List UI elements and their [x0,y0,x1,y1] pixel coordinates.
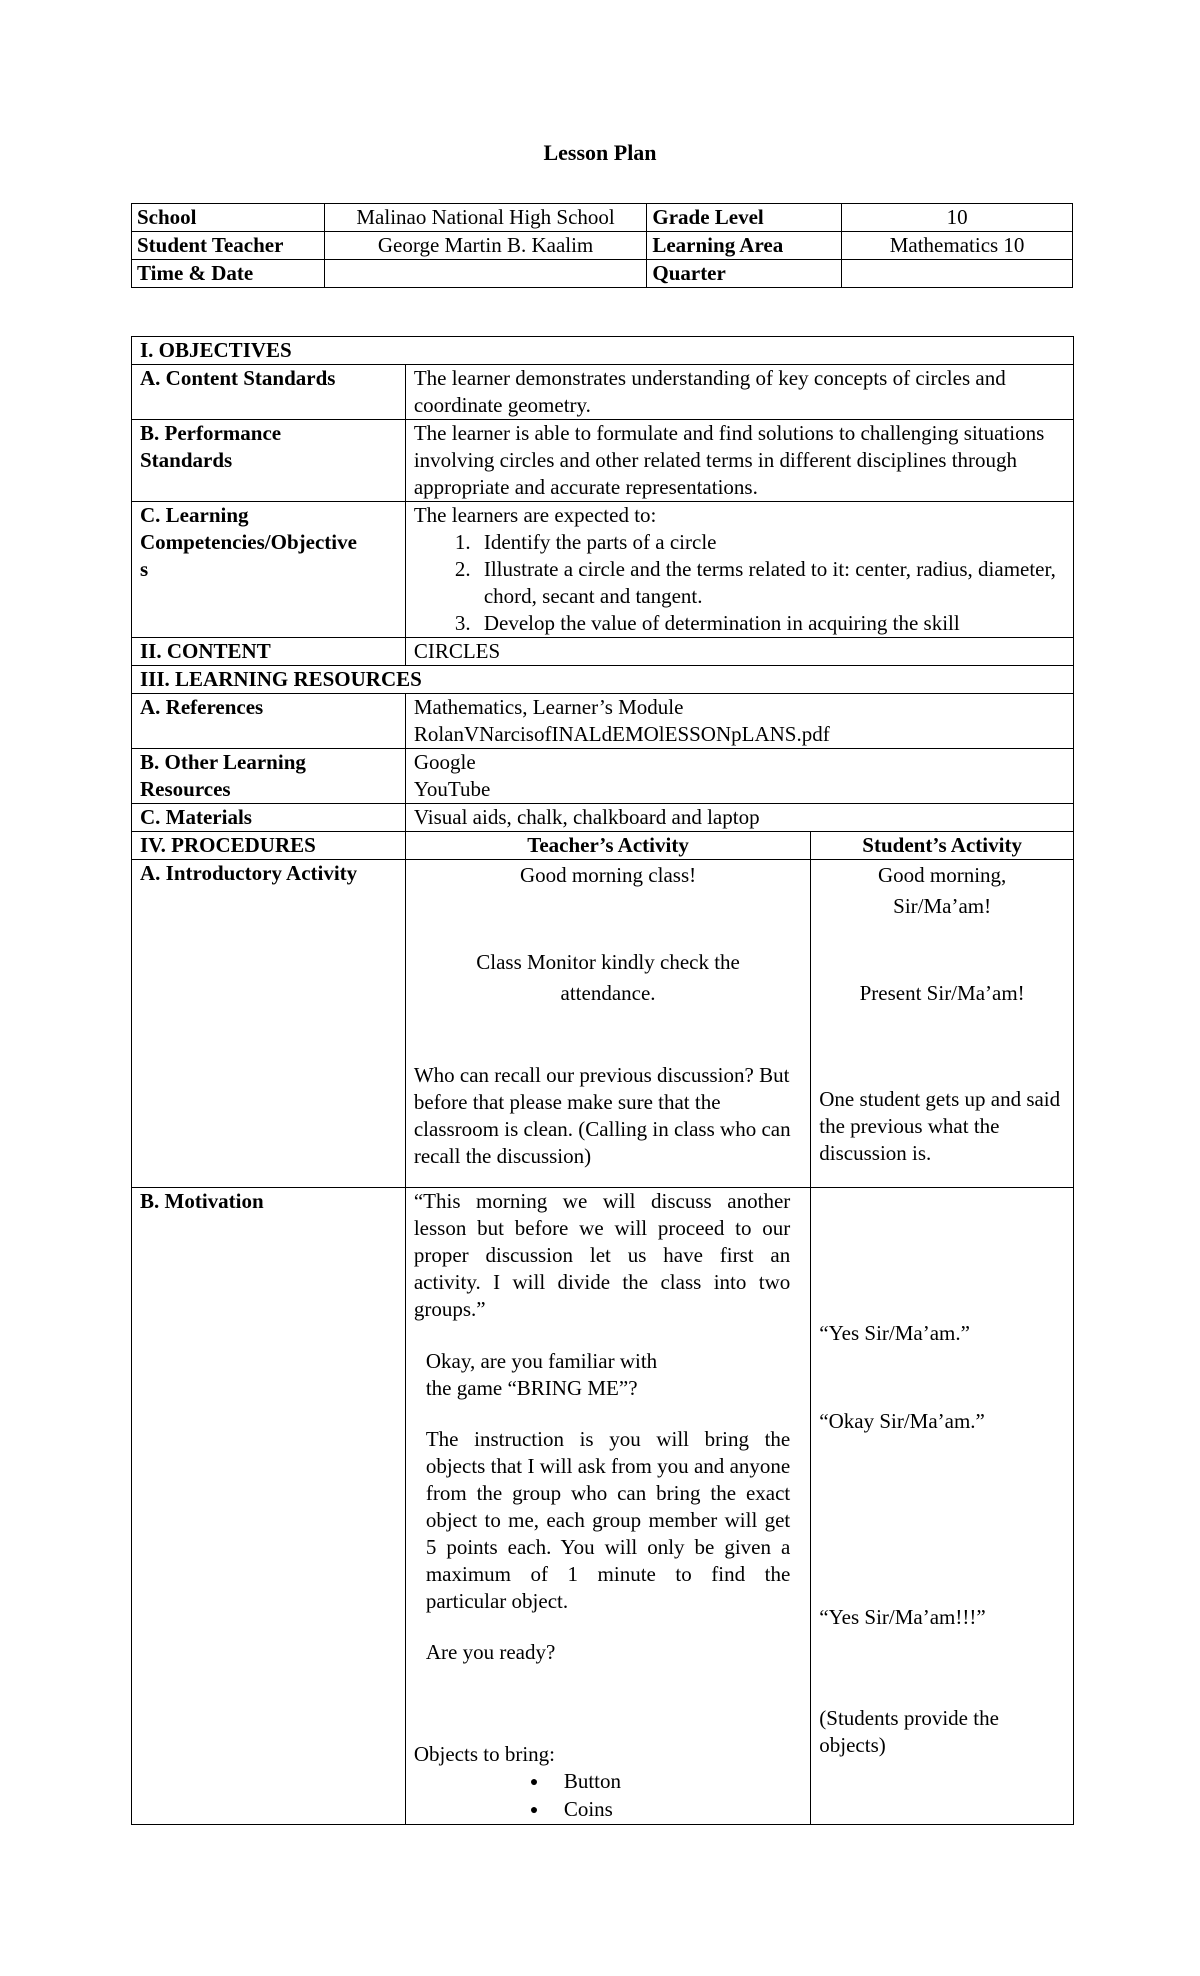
grade-label: Grade Level [647,204,842,232]
other-label-line2: Resources [140,777,231,801]
motivation-label: B. Motivation [132,1188,406,1825]
motivation-ready: Are you ready? [425,1640,556,1664]
intro-student-cell [811,860,1074,1188]
motivation-student-ready: “Yes Sir/Ma’am!!!” [819,1605,986,1629]
procedures-heading: IV. PROCEDURES [132,832,406,860]
intro-teacher-attendance: Class Monitor kindly check the attendance. [476,950,740,1005]
other-resource-google: Google [413,750,476,774]
competencies-intro: The learners are expected to: [413,503,657,527]
references-label: A. References [132,694,406,749]
motivation-instruction: The instruction is you will bring the objects that I will ask from you and anyone from the group who can bring the exact object to me, each group member will get 5 points each. You will only be given a maximum of 1 minute to find the particular object. [425,1427,791,1613]
time-value [324,260,647,288]
intro-teacher-recall: Who can recall our previous discussion? But before that please make sure that the classroom is clean. (Calling in class who can recall the discussion) [413,1063,791,1168]
teacher-label: Student Teacher [132,232,325,260]
list-item: ● Coins [564,1796,802,1824]
other-resource-youtube: YouTube [413,777,491,801]
resources-heading: III. LEARNING RESOURCES [132,666,1074,694]
competencies-row [132,502,1074,638]
quarter-value [842,260,1073,288]
competencies-label-line2: Competencies/Objective [140,530,357,554]
materials-label: C. Materials [132,804,406,832]
motivation-student-cell [811,1188,1074,1825]
page-title: Lesson Plan [543,140,657,165]
introductory-activity-label: A. Introductory Activity [132,860,406,1188]
references-row [132,694,1074,749]
other-resources-text [405,749,1073,804]
references-line2: RolanVNarcisofINALdEMOlESSONpLANS.pdf [413,722,830,746]
content-standards-row [132,365,1074,420]
school-value: Malinao National High School [324,204,647,232]
lesson-table [131,336,1074,1825]
area-value: Mathematics 10 [842,232,1073,260]
info-table [131,203,1073,288]
objects-list [414,1768,802,1824]
teacher-activity-header: Teacher’s Activity [405,832,810,860]
other-resources-row [132,749,1074,804]
other-label-line1: B. Other Learning [140,750,306,774]
student-activity-header: Student’s Activity [811,832,1074,860]
list-item: ● Button [564,1768,802,1796]
motivation-intro: “This morning we will discuss another lesson but before we will proceed to our proper discussion let us have first an activity. I will divide the class into two groups.” [413,1189,791,1321]
quarter-label: Quarter [647,260,842,288]
list-item: 2. Illustrate a circle and the terms related to it: center, radius, diameter, chord, secant and tangent. [476,556,1065,610]
school-label: School [132,204,325,232]
motivation-teacher-cell [405,1188,810,1825]
references-line1: Mathematics, Learner’s Module [413,695,684,719]
materials-value: Visual aids, chalk, chalkboard and laptop [405,804,1073,832]
motivation-row [132,1188,1074,1825]
info-row-teacher [132,232,1073,260]
motivation-question [414,1348,802,1402]
objectives-heading-row [132,337,1074,365]
objectives-heading: I. OBJECTIVES [132,337,1074,365]
content-standards-label: A. Content Standards [132,365,406,420]
motivation-question-line1: Okay, are you familiar with [425,1349,658,1373]
content-row [132,638,1074,666]
other-resources-label [132,749,406,804]
area-label: Learning Area [647,232,842,260]
procedures-heading-row [132,832,1074,860]
performance-standards-text: The learner is able to formulate and find solutions to challenging situations involving circles and other related terms in different disciplines through appropriate and accurate representations. [405,420,1073,502]
performance-standards-label [132,420,406,502]
teacher-value: George Martin B. Kaalim [324,232,647,260]
motivation-objects-label: Objects to bring: [413,1742,555,1766]
competencies-text [405,502,1073,638]
intro-teacher-greeting: Good morning class! [519,863,697,887]
content-value: CIRCLES [405,638,1073,666]
competencies-label [132,502,406,638]
intro-student-present: Present Sir/Ma’am! [859,981,1025,1005]
info-row-time [132,260,1073,288]
performance-label-line1: B. Performance [140,421,282,445]
content-standards-text: The learner demonstrates understanding of key concepts of circles and coordinate geometry. [405,365,1073,420]
motivation-student-provide: (Students provide the objects) [819,1706,999,1757]
motivation-student-okay: “Okay Sir/Ma’am.” [819,1409,985,1433]
motivation-student-yes: “Yes Sir/Ma’am.” [819,1321,970,1345]
resources-heading-row [132,666,1074,694]
list-item: 1. Identify the parts of a circle [476,529,1065,556]
grade-value: 10 [842,204,1073,232]
performance-label-line2: Standards [140,448,233,472]
intro-student-recall: One student gets up and said the previous what the discussion is. [819,1087,1061,1165]
intro-teacher-cell [405,860,810,1188]
time-label: Time & Date [132,260,325,288]
intro-student-greeting: Good morning, Sir/Ma’am! [877,863,1007,918]
content-heading: II. CONTENT [132,638,406,666]
competencies-label-line1: C. Learning [140,503,249,527]
competencies-label-line3: s [140,557,149,581]
list-item: 3. Develop the value of determination in acquiring the skill [476,610,1065,637]
introductory-activity-row [132,860,1074,1188]
info-row-school [132,204,1073,232]
materials-row [132,804,1074,832]
competencies-list [414,529,1065,637]
motivation-question-line2: the game “BRING ME”? [425,1376,638,1400]
performance-standards-row [132,420,1074,502]
references-text [405,694,1073,749]
